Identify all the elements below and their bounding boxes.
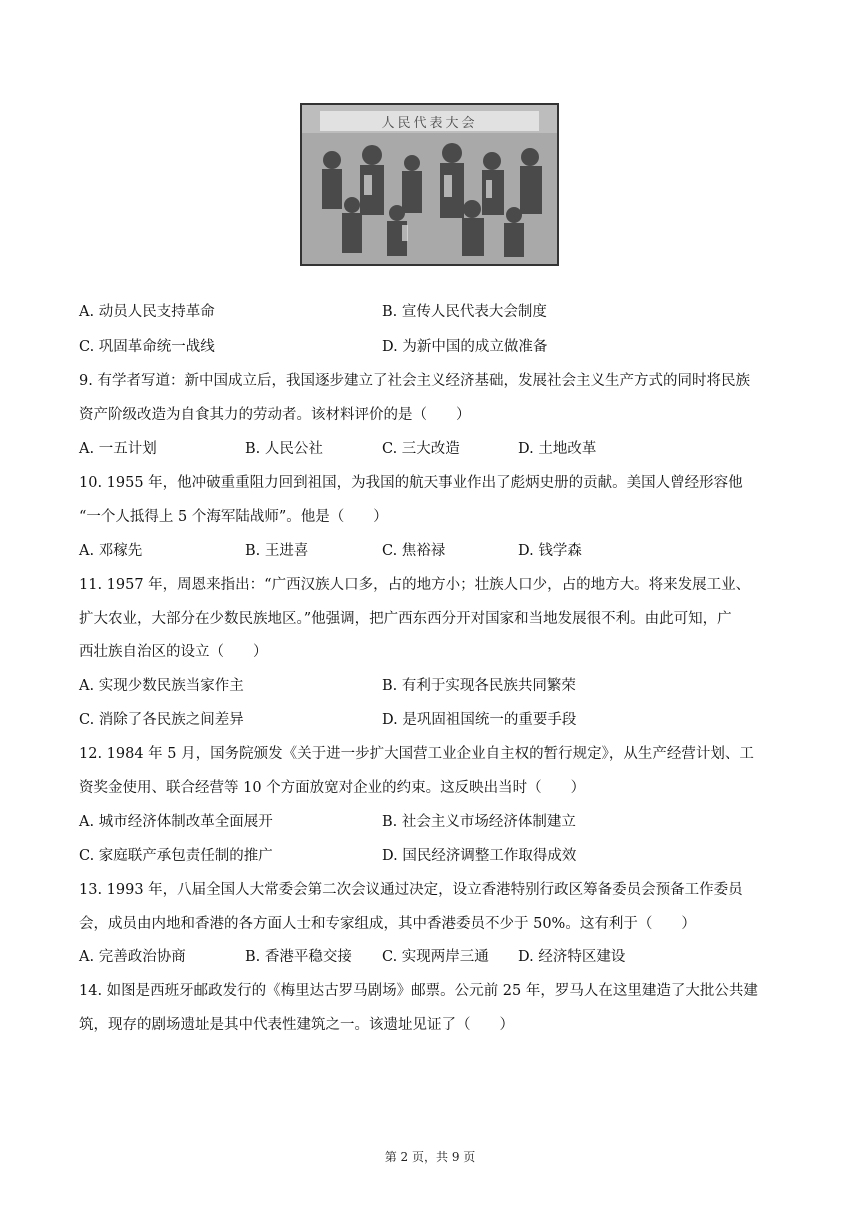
q10-stem-line2: “一个人抵得上 5 个海军陆战师”。他是（ ） — [79, 509, 388, 525]
q9-option-c: C. 三大改造 — [382, 441, 460, 457]
q11-option-a: A. 实现少数民族当家作主 — [79, 678, 244, 694]
q11-stem-line1: 11. 1957 年，周恩来指出：“广西汉族人口多，占的地方小；壮族人口少，占的地方大。将来发展工业、 — [79, 577, 751, 593]
q9-option-b: B. 人民公社 — [245, 441, 323, 457]
propaganda-poster-image — [300, 103, 559, 266]
q9-stem-line2: 资产阶级改造为自食其力的劳动者。该材料评价的是（ ） — [79, 407, 471, 423]
q10-option-c: C. 焦裕禄 — [382, 543, 446, 559]
q8-option-d: D. 为新中国的成立做准备 — [382, 339, 548, 355]
q9-stem-line1: 9. 有学者写道：新中国成立后，我国逐步建立了社会主义经济基础，发展社会主义生产方式的同时将民族 — [79, 373, 750, 389]
q9-option-d: D. 土地改革 — [518, 441, 597, 457]
q11-stem-line3: 西壮族自治区的设立（ ） — [79, 644, 268, 660]
q12-option-d: D. 国民经济调整工作取得成效 — [382, 848, 577, 864]
q13-option-d: D. 经济特区建设 — [518, 949, 626, 965]
q12-option-c: C. 家庭联产承包责任制的推广 — [79, 848, 273, 864]
q10-stem-line1: 10. 1955 年，他冲破重重阻力回到祖国，为我国的航天事业作出了彪炳史册的贡献。美国人曾经形容他 — [79, 475, 743, 491]
q12-option-a: A. 城市经济体制改革全面展开 — [79, 814, 273, 830]
q12-stem-line2: 资奖金使用、联合经营等 10 个方面放宽对企业的约束。这反映出当时（ ） — [79, 780, 586, 796]
q10-option-d: D. 钱学森 — [518, 543, 582, 559]
q8-option-a: A. 动员人民支持革命 — [79, 304, 215, 320]
q13-option-c: C. 实现两岸三通 — [382, 949, 489, 965]
q8-option-b: B. 宣传人民代表大会制度 — [382, 304, 547, 320]
page-footer: 第 2 页，共 9 页 — [384, 1150, 476, 1164]
q11-stem-line2: 扩大农业，大部分在少数民族地区。”他强调，把广西东西分开对国家和当地发展很不利。由此可知，广 — [79, 611, 732, 627]
q13-stem-line1: 13. 1993 年，八届全国人大常委会第二次会议通过决定，设立香港特别行政区筹备委员会预备工作委员 — [79, 882, 743, 898]
q14-stem-line1: 14. 如图是西班牙邮政发行的《梅里达古罗马剧场》邮票。公元前 25 年，罗马人在这里建造了大批公共建 — [79, 983, 758, 999]
q8-option-c: C. 巩固革命统一战线 — [79, 339, 215, 355]
crowd-illustration — [302, 105, 557, 264]
q14-stem-line2: 筑，现存的剧场遗址是其中代表性建筑之一。该遗址见证了（ ） — [79, 1017, 514, 1033]
poster-banner: 人民代表大会 — [320, 111, 539, 131]
q11-option-c: C. 消除了各民族之间差异 — [79, 712, 244, 728]
q9-option-a: A. 一五计划 — [79, 441, 157, 457]
q12-stem-line1: 12. 1984 年 5 月，国务院颁发《关于进一步扩大国营工业企业自主权的暂行规定》，从生产经营计划、工 — [79, 746, 754, 762]
q13-option-a: A. 完善政治协商 — [79, 949, 186, 965]
q12-option-b: B. 社会主义市场经济体制建立 — [382, 814, 576, 830]
q10-option-b: B. 王进喜 — [245, 543, 309, 559]
q11-option-b: B. 有利于实现各民族共同繁荣 — [382, 678, 576, 694]
q13-stem-line2: 会，成员由内地和香港的各方面人士和专家组成，其中香港委员不少于 50%。这有利于（ ） — [79, 916, 696, 932]
q10-option-a: A. 邓稼先 — [79, 543, 143, 559]
q13-option-b: B. 香港平稳交接 — [245, 949, 352, 965]
q11-option-d: D. 是巩固祖国统一的重要手段 — [382, 712, 577, 728]
